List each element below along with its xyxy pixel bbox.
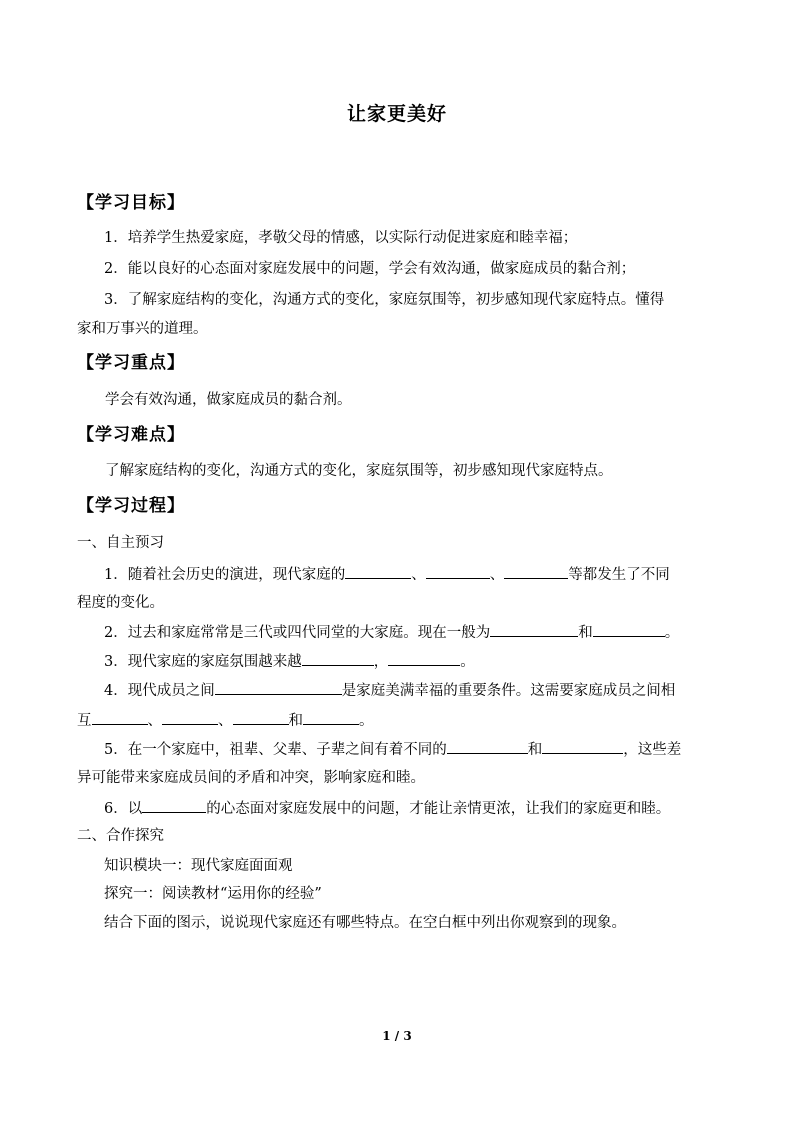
answer-blank[interactable] (142, 797, 206, 813)
section-heading-process: 【学习过程】 (77, 496, 185, 516)
page-title: 让家更美好 (346, 103, 447, 125)
question-4-text-a: 4．现代成员之间 (104, 683, 215, 699)
question-6-text-b: 的心态面对家庭发展中的问题，才能让亲情更浓，让我们的家庭更和睦。 (206, 801, 671, 817)
explore-title: 探究一：阅读教材“运用你的经验” (104, 886, 322, 902)
question-2-text-b: 和 (578, 625, 593, 641)
question-2-text-c: 。 (664, 625, 680, 641)
separator: 、 (489, 567, 505, 583)
question-4-text-c: 互 (77, 713, 92, 729)
part2-heading: 二、合作探究 (77, 828, 164, 844)
answer-blank[interactable] (504, 563, 568, 579)
section-heading-difficulty: 【学习难点】 (77, 425, 185, 445)
separator: 、 (147, 713, 162, 729)
section-heading-focus: 【学习重点】 (77, 353, 185, 373)
answer-blank[interactable] (593, 621, 665, 637)
separator: 、 (218, 713, 233, 729)
question-5-line2: 异可能带来家庭成员间的矛盾和冲突，影响家庭和睦。 (77, 770, 425, 786)
goal-2: 2．能以良好的心态面对家庭发展中的问题，学会有效沟通，做家庭成员的黏合剂； (104, 261, 636, 277)
question-6-text-a: 6．以 (104, 801, 143, 817)
page-number: 1 / 3 (382, 1029, 412, 1043)
section-heading-goals: 【学习目标】 (77, 193, 185, 213)
question-1-text-b: 等都发生了不同 (568, 567, 670, 583)
answer-blank[interactable] (92, 709, 148, 725)
answer-blank[interactable] (303, 709, 359, 725)
question-3-text-a: 3．现代家庭的家庭氛围越来越 (104, 654, 302, 670)
question-5-text-c: ，这些差 (623, 742, 682, 758)
question-4-text-b: 是家庭美满幸福的重要条件。这需要家庭成员之间相 (341, 683, 676, 699)
question-2 (104, 621, 679, 643)
goal-3-line2: 家和万事兴的道理。 (77, 321, 208, 337)
question-4-line1 (104, 679, 675, 701)
focus-text: 学会有效沟通，做家庭成员的黏合剂。 (105, 392, 352, 408)
answer-blank[interactable] (345, 563, 411, 579)
question-5-text-a: 5．在一个家庭中，祖辈、父辈、子辈之间有着不同的 (104, 742, 447, 758)
part1-heading: 一、自主预习 (77, 535, 164, 551)
question-1-line2: 程度的变化。 (77, 595, 164, 611)
question-4-line2 (77, 709, 374, 731)
answer-blank[interactable] (426, 563, 490, 579)
question-1-text-a: 1．随着社会历史的演进，现代家庭的 (104, 567, 346, 583)
question-4-text-d: 和 (288, 713, 303, 729)
answer-blank[interactable] (447, 738, 528, 754)
answer-blank[interactable] (215, 679, 342, 695)
answer-blank[interactable] (233, 709, 289, 725)
question-1-line1 (104, 563, 670, 585)
goal-3-line1: 3．了解家庭结构的变化，沟通方式的变化，家庭氛围等，初步感知现代家庭特点。懂得 (104, 292, 665, 308)
question-5-line1 (104, 738, 681, 760)
question-3 (104, 650, 475, 672)
difficulty-text: 了解家庭结构的变化，沟通方式的变化，家庭氛围等，初步感知现代家庭特点。 (105, 463, 613, 479)
question-4-text-e: 。 (359, 713, 374, 729)
question-5-text-b: 和 (527, 742, 543, 758)
answer-blank[interactable] (388, 650, 460, 666)
question-6 (104, 797, 670, 819)
question-3-text-c: 。 (460, 654, 475, 670)
answer-blank[interactable] (302, 650, 374, 666)
question-3-text-b: ， (373, 654, 389, 670)
module-title: 知识模块一：现代家庭面面观 (104, 858, 293, 874)
question-2-text-a: 2．过去和家庭常常是三代或四代同堂的大家庭。现在一般为 (104, 625, 491, 641)
explore-task: 结合下面的图示，说说现代家庭还有哪些特点。在空白框中列出你观察到的现象。 (104, 915, 626, 931)
goal-1: 1．培养学生热爱家庭，孝敬父母的情感，以实际行动促进家庭和睦幸福； (104, 230, 578, 246)
answer-blank[interactable] (162, 709, 218, 725)
separator: 、 (411, 567, 426, 583)
answer-blank[interactable] (490, 621, 578, 637)
answer-blank[interactable] (542, 738, 623, 754)
